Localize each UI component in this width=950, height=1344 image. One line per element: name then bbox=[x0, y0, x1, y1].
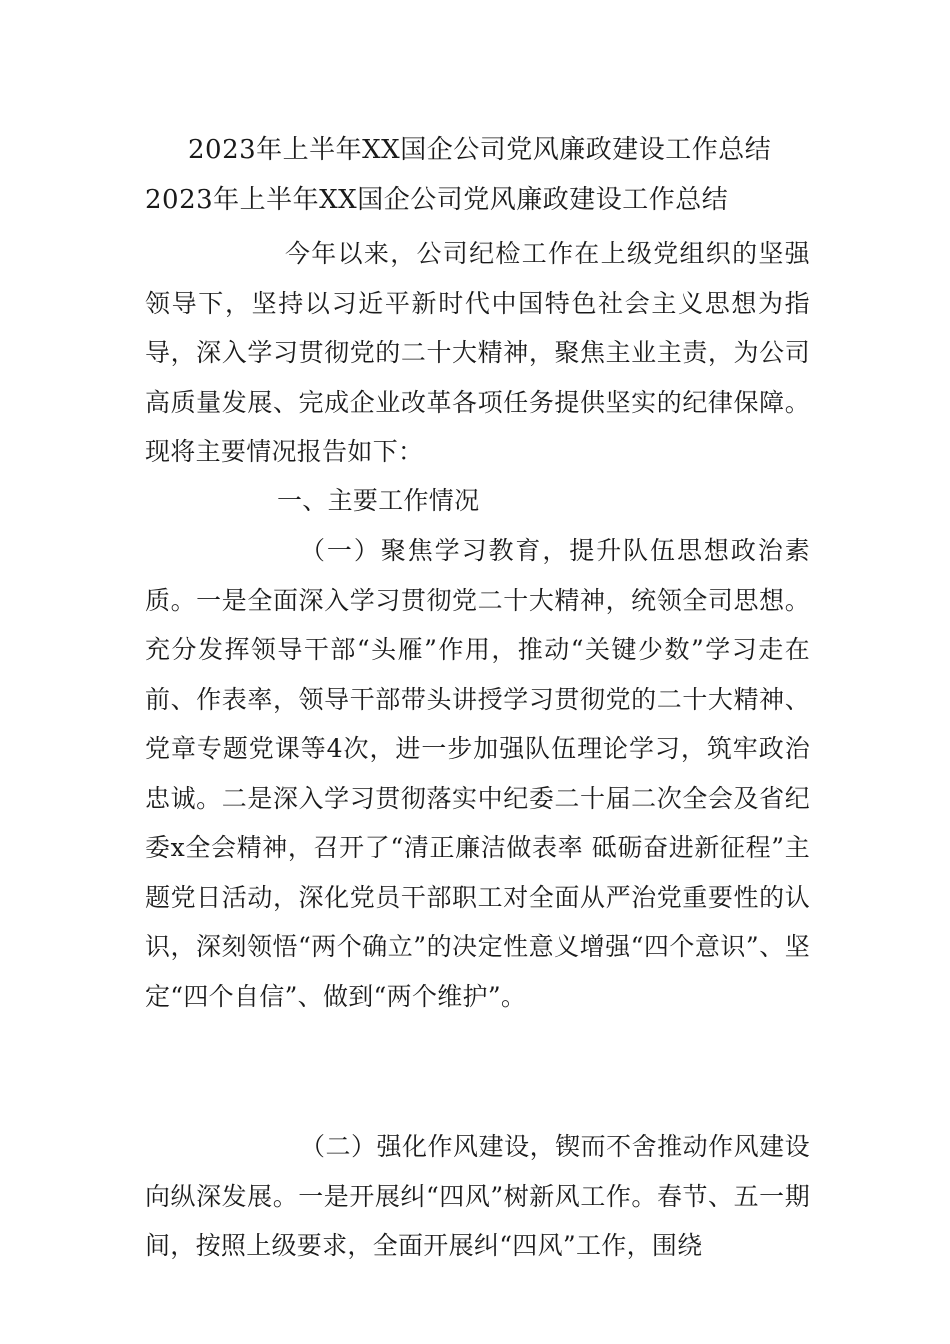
intro-paragraph: 今年以来，公司纪检工作在上级党组织的坚强领导下，坚持以习近平新时代中国特色社会主义思想为指导，深入学习贯彻党的二十大精神，聚焦主业主责，为公司高质量发展、完成企业改革各项任务提供坚实的纪律保障。现将主要情况报告如下： bbox=[145, 239, 810, 466]
paragraph-work-style: （二）强化作风建设，锲而不舍推动作风建设向纵深发展。一是开展纠“四风”树新风工作。春节、五一期间，按照上级要求，全面开展纠“四风”工作，围绕 bbox=[145, 1132, 810, 1260]
section-heading: 一、主要工作情况 bbox=[277, 486, 480, 515]
paragraph-study-education: （一）聚焦学习教育，提升队伍思想政治素质。一是全面深入学习贯彻党二十大精神，统领全司思想。充分发挥领导干部“头雁”作用，推动“关键少数”学习走在前、作表率，领导干部带头讲授学习贯彻党的二十大精神、党章专题党课等4次，进一步加强队伍理论学习，筑牢政治忠诚。二是深入学习贯彻落实中纪委二十届二次全会及省纪委x全会精神，召开了“清正廉洁做表率 砥砺奋进新征程”主题党日活动，深化党员干部职工对全面从严治党重要性的认识，深刻领悟“两个确立”的决定性意义增强“四个意识”、坚定“四个自信”、做到“两个维护”。 bbox=[145, 536, 810, 1011]
document-subtitle: 2023年上半年XX国企公司党风廉政建设工作总结 bbox=[145, 185, 729, 215]
document-title: 2023年上半年XX国企公司党风廉政建设工作总结 bbox=[188, 135, 772, 165]
